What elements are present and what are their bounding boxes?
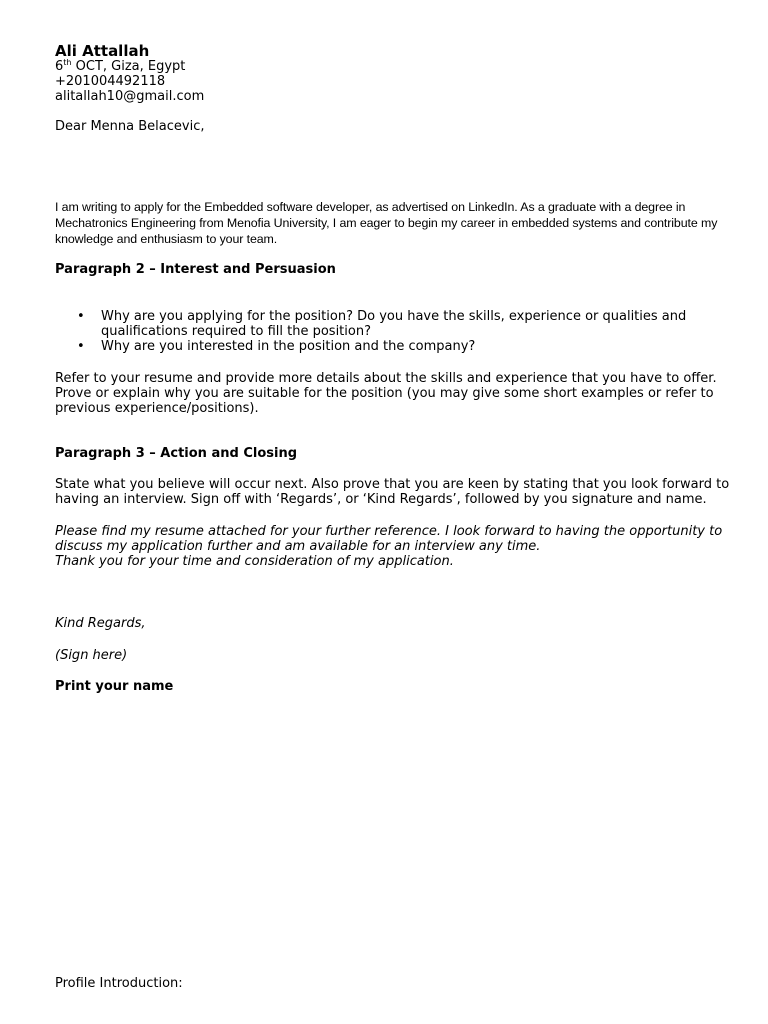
sender-contact [55, 59, 204, 104]
closing-line: Please find my resume attached for your further reference. I look forward to having the opportunity to discuss my application further and am available for an interview any time. [55, 524, 723, 554]
sender-email: alitallah10@gmail.com [55, 89, 205, 104]
sender-address [55, 59, 204, 74]
kind-regards: Kind Regards, [55, 616, 146, 631]
address-number: 6 [55, 59, 64, 74]
paragraph-2-body: Refer to your resume and provide more details about the skills and experience that you have to offer. Prove or explain why you are suitable for the position (you may give some short examples or refer to previous experience/positions). [55, 371, 717, 416]
bullet-text: Why are you interested in the position and the company? [101, 339, 476, 354]
list-item [55, 309, 715, 339]
intro-paragraph: I am writing to apply for the Embedded software developer, as advertised on LinkedIn. As a graduate with a degree in Mechatronics Engineering from Menofia University, I am eager to begin my career in embedded systems and contribute my knowledge and enthusiasm to your team. [55, 200, 718, 246]
paragraph-3-heading: Paragraph 3 – Action and Closing [55, 446, 297, 461]
profile-introduction-label: Profile Introduction: [55, 976, 183, 991]
sign-here: (Sign here) [55, 648, 128, 663]
bullet-list [55, 309, 715, 354]
address-suffix: th [63, 58, 72, 67]
print-name: Print your name [55, 679, 174, 694]
sender-name: Ali Attallah [55, 42, 150, 60]
paragraph-2-heading: Paragraph 2 – Interest and Persuasion [55, 262, 336, 277]
bullet-icon: • [77, 309, 85, 324]
salutation: Dear Menna Belacevic, [55, 119, 205, 134]
address-rest: OCT, Giza, Egypt [71, 59, 186, 74]
bullet-icon: • [77, 339, 85, 354]
bullet-text: Why are you applying for the position? Do you have the skills, experience or qualities and qualifications required to fill the position? [101, 309, 687, 339]
closing-thanks: Thank you for your time and consideration of my application. [55, 554, 454, 569]
list-item [55, 339, 715, 354]
closing-paragraph [55, 524, 745, 569]
paragraph-3-body: State what you believe will occur next. Also prove that you are keen by stating that you look forward to having an interview. Sign off with ‘Regards’, or ‘Kind Regards’, followed by you signature and name. [55, 477, 730, 507]
sender-phone: +201004492118 [55, 74, 166, 89]
